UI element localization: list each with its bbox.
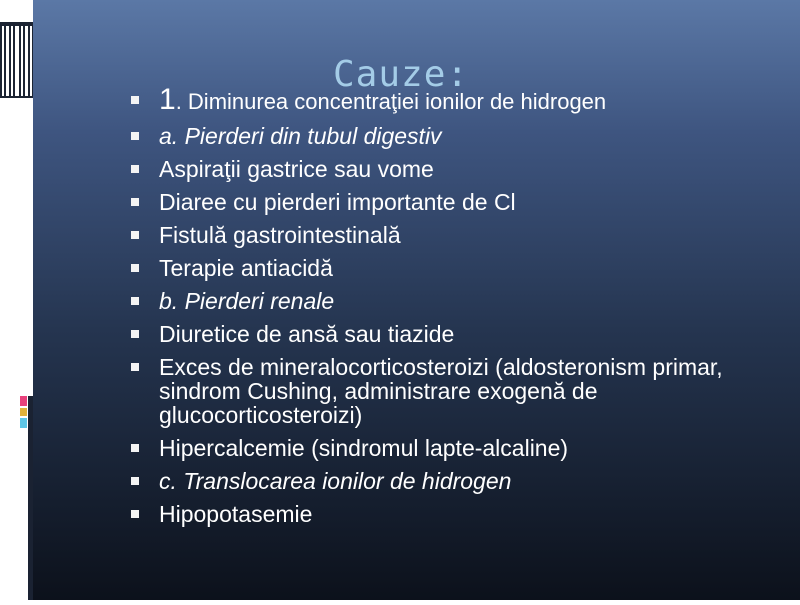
bullet-icon [131, 198, 139, 206]
bullet-icon [131, 444, 139, 452]
bullet-icon [131, 165, 139, 173]
list-item [128, 83, 788, 116]
list-item-text: Diuretice de ansă sau tiazide [159, 321, 455, 347]
list-item-text: 1. Diminurea concentraţiei ionilor de hidrogen [159, 83, 607, 116]
list-item-text: a. Pierderi din tubul digestiv [159, 123, 442, 149]
bullet-icon [131, 132, 139, 140]
list-item-text: Hipercalcemie (sindromul lapte-alcaline) [159, 435, 569, 461]
decorative-bars-top [0, 22, 33, 98]
list-item [128, 190, 788, 214]
list-item-text: b. Pierderi renale [159, 288, 335, 314]
list-item [128, 469, 788, 493]
list-item-text: c. Translocarea ionilor de hidrogen [159, 468, 512, 494]
slide-background [33, 0, 800, 600]
slide-title: Cauze: [333, 54, 470, 95]
decorative-stripes-icon [0, 22, 33, 98]
list-item-text: Hipopotasemie [159, 501, 313, 527]
list-item-text: Fistulă gastrointestinală [159, 222, 401, 248]
bullet-icon [131, 96, 139, 104]
list-item [128, 223, 788, 247]
list-item [128, 436, 788, 460]
decorative-accent-bars [20, 396, 33, 600]
bullet-icon [131, 510, 139, 518]
list-item-text: Terapie antiacidă [159, 255, 333, 281]
list-item [128, 289, 788, 313]
bullet-icon [131, 477, 139, 485]
bullet-icon [131, 297, 139, 305]
bullet-icon [131, 330, 139, 338]
bullet-icon [131, 231, 139, 239]
bullet-icon [131, 264, 139, 272]
list-item-text: Exces de mineralocorticosteroizi (aldosteronism primar, sindrom Cushing, administrare exogenă de glucocorticosteroizi) [159, 354, 723, 428]
list-item [128, 355, 788, 427]
bullet-list [128, 83, 788, 535]
bullet-icon [131, 363, 139, 371]
list-item [128, 322, 788, 346]
list-item [128, 502, 788, 526]
list-item-text: Diaree cu pierderi importante de Cl [159, 189, 516, 215]
list-item-text: Aspiraţii gastrice sau vome [159, 156, 434, 182]
list-item [128, 256, 788, 280]
list-item [128, 157, 788, 181]
list-item [128, 124, 788, 148]
accent-stripes-icon [20, 396, 33, 600]
